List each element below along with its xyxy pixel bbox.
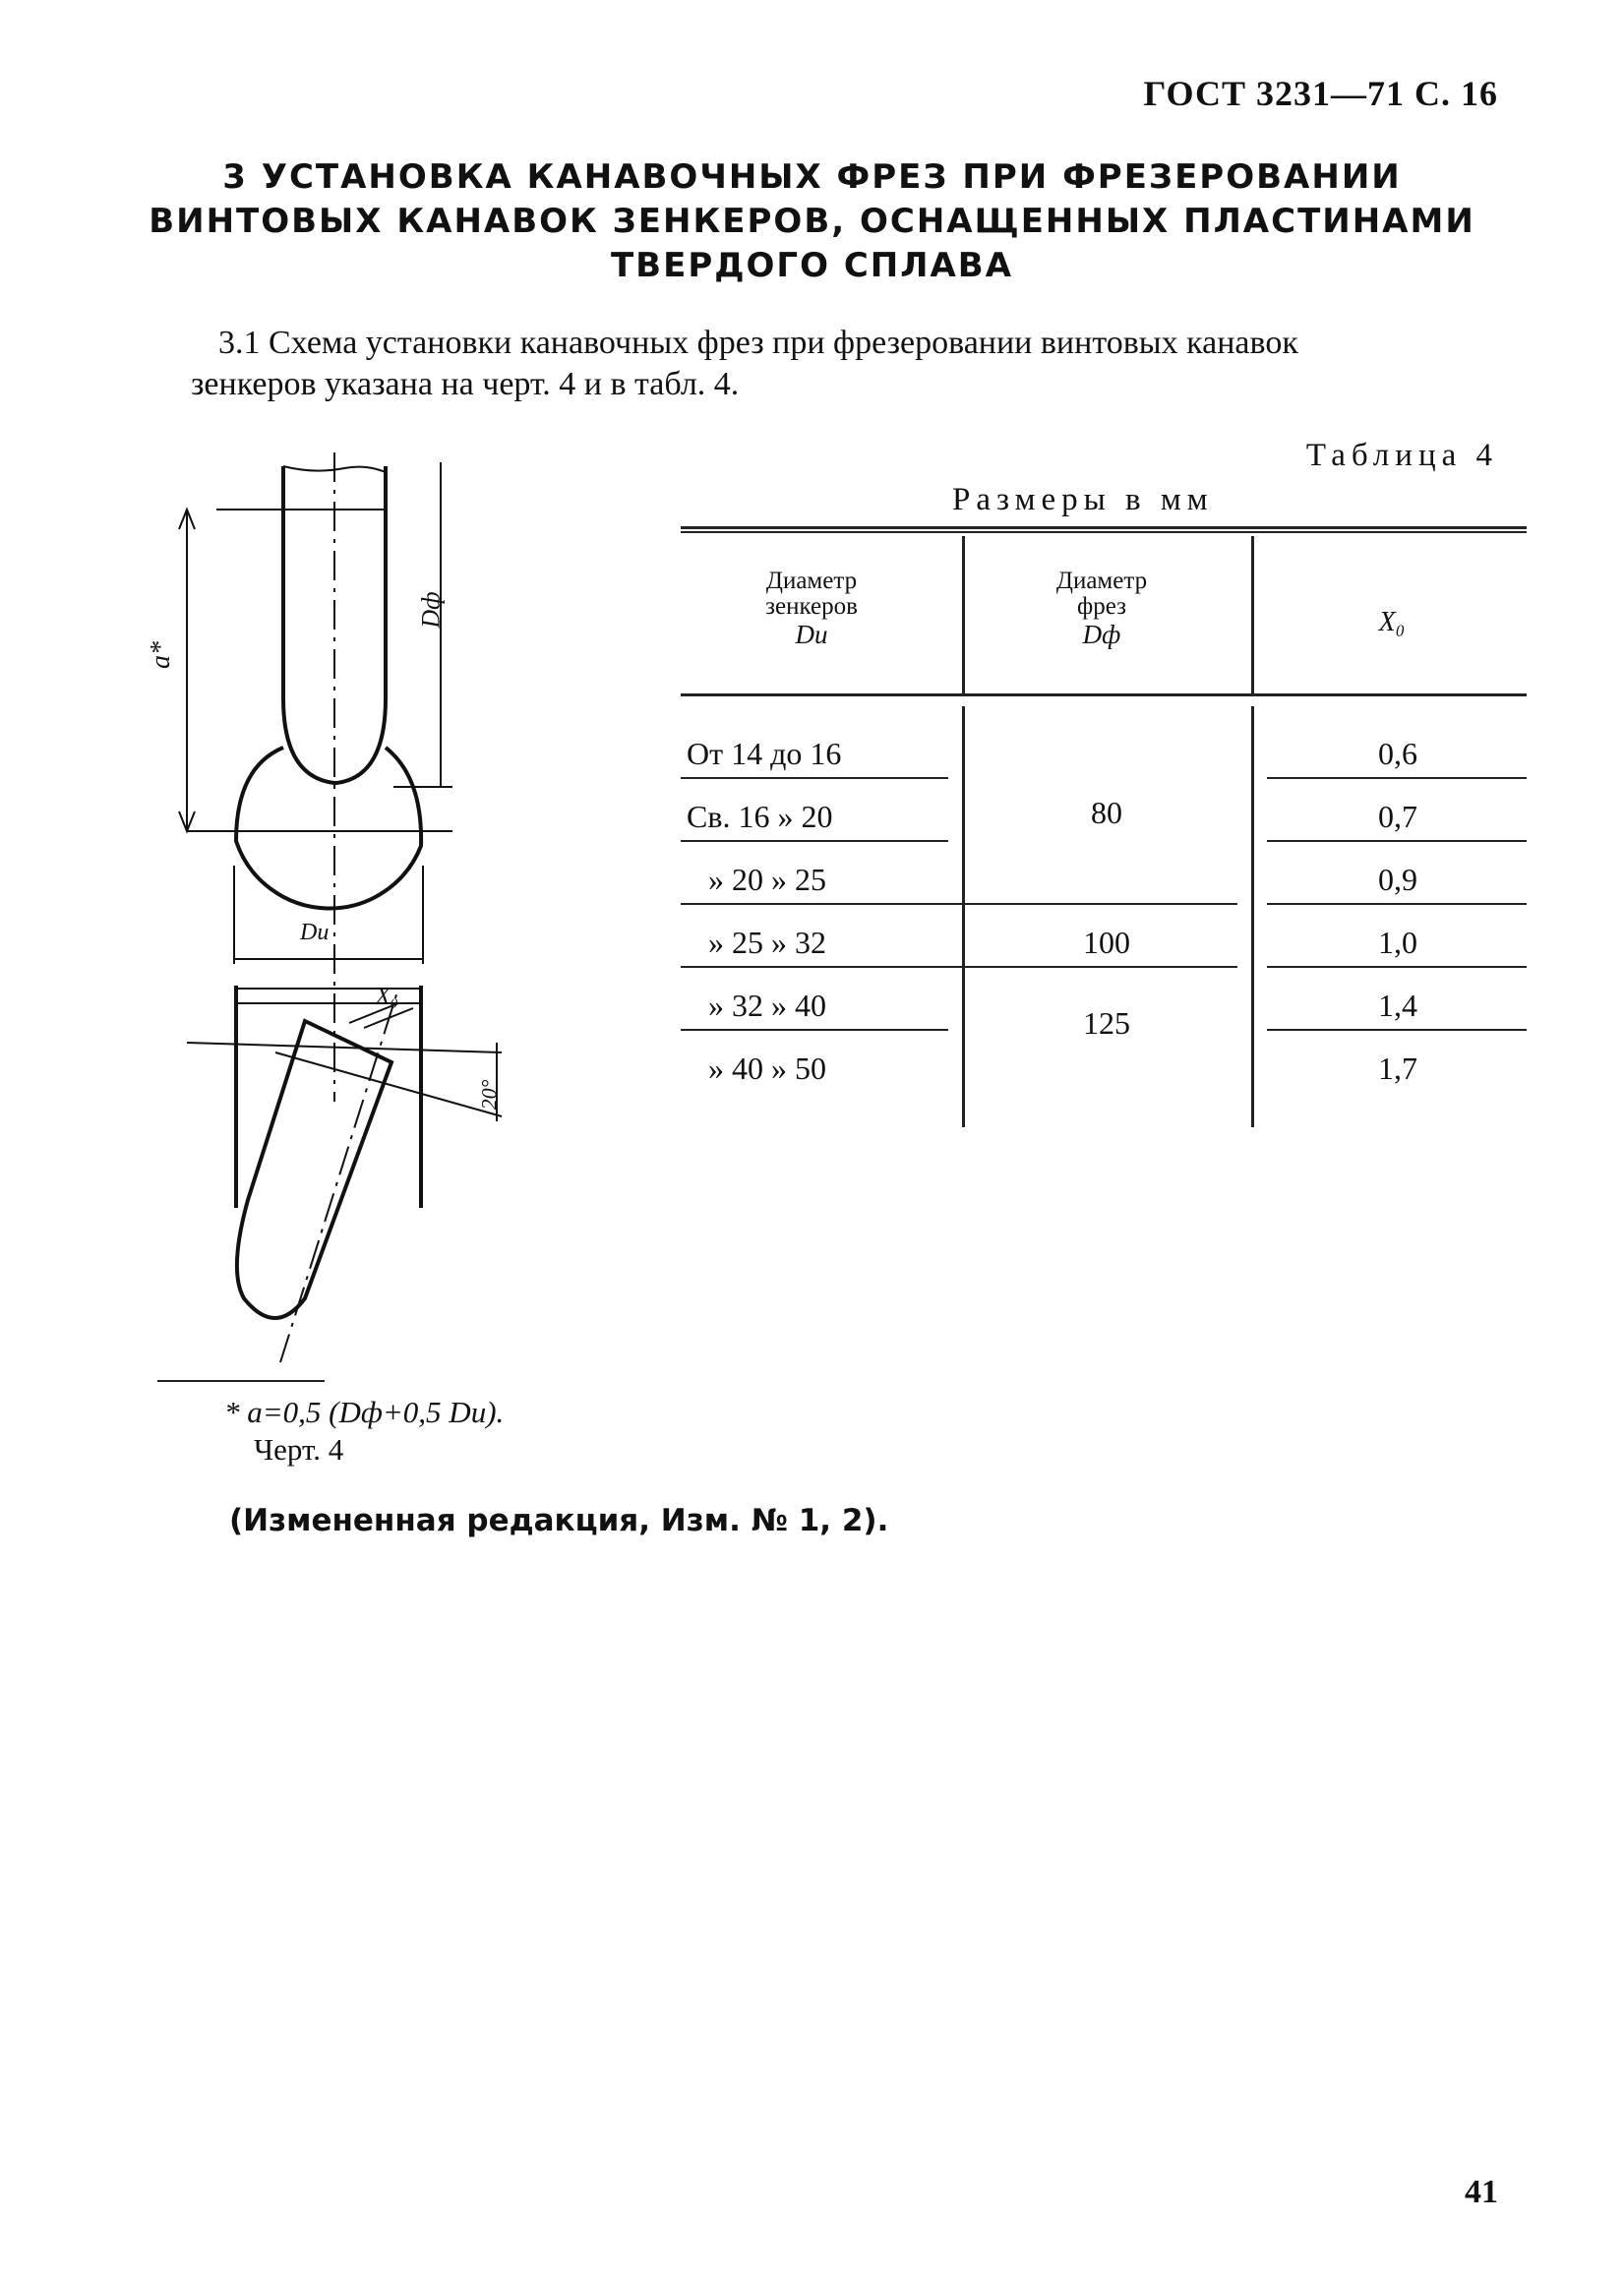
standard-reference: ГОСТ 3231—71 С. 16 [1143,74,1498,113]
table-row-3-x0: 0,9 [1378,862,1417,897]
table-header-rule [681,693,1527,696]
dimension-a-label: a* [146,641,176,669]
table-row-1-range: От 14 до 16 [687,736,842,771]
footnote-formula: * a=0,5 (Dф+0,5 Dи). [224,1395,505,1429]
table-units: Размеры в мм [952,482,1214,517]
table-header-col1: Диаметр зенкеров Dи [765,568,858,649]
table-row-5-x0: 1,4 [1378,988,1417,1023]
table-header-col2: Диаметр фрез Dф [1055,568,1148,649]
paragraph-line-1: 3.1 Схема установки канавочных фрез при фрезеровании винтовых канавок [218,325,1298,361]
table-row-3-range: » 20 » 25 [708,862,826,897]
table-row-6-range: » 40 » 50 [708,1051,826,1086]
angle-label: 20° [476,1079,502,1111]
section-title-line-1: 3 УСТАНОВКА КАНАВОЧНЫХ ФРЕЗ ПРИ ФРЕЗЕРОВАНИИ [222,157,1402,197]
section-title-line-3: ТВЕРДОГО СПЛАВА [610,246,1014,285]
section-title-line-2: ВИНТОВЫХ КАНАВОК ЗЕНКЕРОВ, ОСНАЩЕННЫХ ПЛАСТИНАМИ [149,202,1475,241]
cutter-setup-drawing [157,452,551,1367]
table-row-4-range: » 25 » 32 [708,925,826,960]
table-row-2-range: Св. 16 » 20 [687,799,833,834]
cutter-diameter-100: 100 [1083,925,1130,960]
table-caption: Таблица 4 [1305,438,1498,473]
table-row-5-range: » 32 » 40 [708,988,826,1023]
dimension-x0-label: X₀ [376,984,399,1009]
cutter-diameter-80: 80 [1091,795,1122,830]
footnote-rule [157,1380,325,1382]
drawing-caption: Черт. 4 [254,1432,344,1467]
table-row-6-x0: 1,7 [1378,1051,1417,1086]
paragraph-line-2: зенкеров указана на черт. 4 и в табл. 4. [191,366,740,402]
table-row-4-x0: 1,0 [1378,925,1417,960]
revision-note: (Измененная редакция, Изм. № 1, 2). [229,1503,889,1538]
page-number: 41 [1465,2174,1498,2210]
cutter-diameter-125: 125 [1083,1005,1130,1041]
dimension-di-label: Dи [300,920,330,945]
table-row-2-x0: 0,7 [1378,799,1417,834]
table-row-1-x0: 0,6 [1378,736,1417,771]
table-top-rule [681,526,1527,529]
dimension-dphi-label: Dф [416,591,446,629]
table-header-col3: X₀ [1378,607,1406,637]
